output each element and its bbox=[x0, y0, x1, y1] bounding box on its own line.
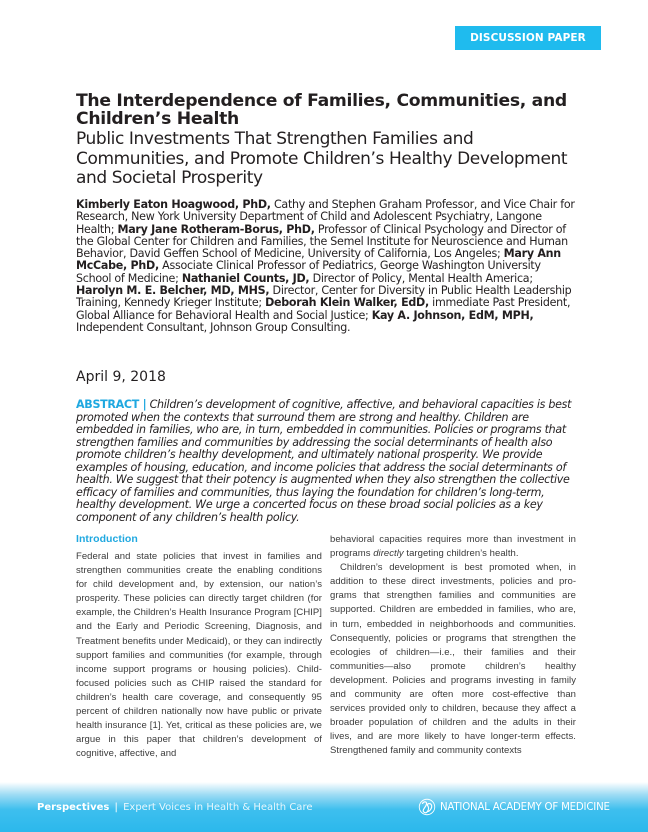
series-name: Perspectives bbox=[37, 802, 110, 813]
author-list bbox=[76, 199, 576, 334]
abstract-text: Children’s development of cognitive, affective, and behavioral capacities is best promoted when the contexts that surround them are strong and healthy. Children are embedded in families, who are, in turn, embedded in communities. Policies or programs that strengthen families and communities by addressing the social determinants of health also promote children’s healthy development, and ultimately national prosperity. We provide examples of housing, education, and income policies that address the social determinants of health. We suggest that their potency is augmented when they also strengthen the collective efficacy of families and communities, thus laying the foundation for children’s long-term, healthy development. We urge a concerted focus on these broad social policies as a key component of any children’s health policy. bbox=[76, 398, 572, 524]
publisher-name: NATIONAL ACADEMY OF MEDICINE bbox=[440, 801, 610, 813]
abstract bbox=[76, 399, 574, 524]
body-text: targeting children’s health. bbox=[403, 548, 519, 560]
body-paragraph: Federal and state policies that invest in families and strengthen communities create the enabling conditions for child development and, by extension, our nation’s prosperity. These policies can directly target children (for example, the Children’s Health Insurance Program [CHIP] and the Early and Periodic Screening, Diagnosis, and Treatment benefits under Medicaid), or they can indirectly support families and communities (for example, through income support programs or housing policies). Child-focused policies such as CHIP raised the standard for children’s health care coverage, and consequently 95 percent of children nationally now have public or private health insurance [1]. Yet, critical as these policies are, we argue in this paper that children’s development of cognitive, affective, and bbox=[76, 551, 322, 760]
author-name: Kimberly Eaton Hoagwood, PhD, bbox=[76, 198, 271, 211]
body-column-left bbox=[76, 532, 322, 761]
discussion-paper-badge: DISCUSSION PAPER bbox=[455, 26, 601, 50]
paper-subtitle: Public Investments That Strengthen Families and Communities, and Promote Children’s Healthy Development and Societal Prosperity bbox=[76, 129, 568, 188]
author-name: Mary Ann McCabe, PhD, bbox=[76, 247, 561, 273]
author-affiliation: Cathy and Stephen Graham Professor, and Vice Chair for Research, New York University Department of Child and Adolescent Psychiatry, Langone Health; bbox=[76, 198, 575, 236]
author-affiliation: Director, Center for Diversity in Public Health Leadership Training, Kennedy Krieger Institute; bbox=[76, 284, 572, 310]
author-name: Deborah Klein Walker, EdD, bbox=[265, 296, 429, 310]
section-heading-introduction: Introduction bbox=[76, 533, 138, 545]
author-name: Nathaniel Counts, JD, bbox=[181, 271, 310, 285]
author-name: Mary Jane Rotheram-Borus, PhD, bbox=[117, 222, 315, 236]
emphasis-text: directly bbox=[373, 548, 404, 560]
publication-date: April 9, 2018 bbox=[76, 369, 166, 385]
body-paragraph: Children’s development is best promoted when, in addition to these direct investments, policies and programs that strengthen families and communities are supported. Children are embedded in families, who are, in turn, embedded in neighborhoods and communities. Consequently, policies or programs that strengthen the ecologies of children—i.e., their families and their communities—also promote children’s healthy development. Policies and programs investing in family and community are often more cost-effective than services provided only to children, because they affect a broader population of children and the adults in their lives, and are more likely to have longer-term effects. Strengthened family and community contexts bbox=[330, 562, 576, 757]
author-affiliation: Professor of Clinical Psychology and Director of the Global Center for Children and Families, the Semel Institute for Neuroscience and Human Behavior, David Geffen School of Medicine, University of California, Los Angeles; bbox=[76, 222, 568, 261]
abstract-label: ABSTRACT | bbox=[76, 398, 147, 411]
paper-title: The Interdependence of Families, Communities, and Children’s Health bbox=[76, 91, 567, 129]
body-column-right bbox=[330, 533, 576, 759]
nam-logo-icon bbox=[418, 798, 436, 816]
author-affiliation: Director of Policy, Mental Health America; bbox=[309, 271, 533, 285]
series-tagline: Expert Voices in Health & Health Care bbox=[123, 802, 313, 813]
publisher-logo bbox=[418, 798, 610, 816]
separator: | bbox=[114, 802, 118, 813]
author-name: Harolyn M. E. Belcher, MD, MHS, bbox=[76, 284, 270, 298]
body-paragraph bbox=[330, 533, 576, 561]
author-name: Kay A. Johnson, EdM, MPH, bbox=[371, 308, 534, 322]
author-affiliation: Associate Clinical Professor of Pediatrics, George Washington University School of Medicine; bbox=[76, 259, 541, 285]
author-affiliation: Independent Consultant, Johnson Group Consulting. bbox=[76, 320, 351, 334]
footer-series bbox=[37, 802, 312, 813]
body-text: behavioral capacities requires more than investment in programs bbox=[330, 534, 576, 560]
author-affiliation: immediate Past President, Global Alliance for Behavioral Health and Social Justice; bbox=[76, 296, 571, 322]
